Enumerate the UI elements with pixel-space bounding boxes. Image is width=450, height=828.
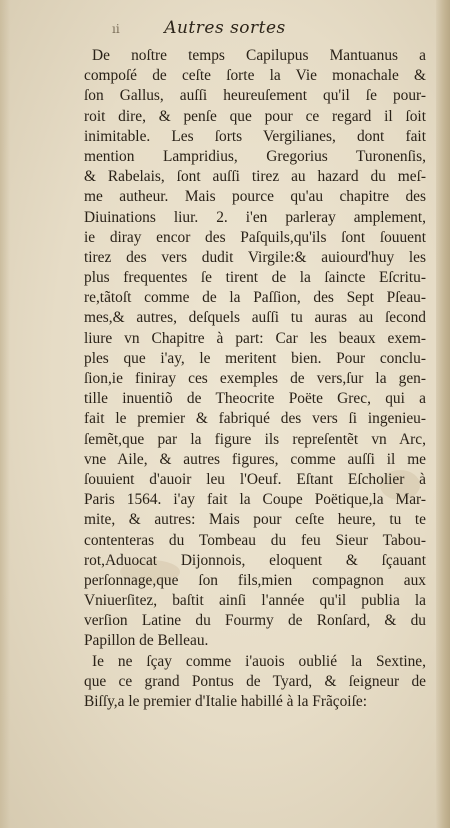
- text-line: mite, & autres: Mais pour ceſte heure, tu te: [84, 511, 426, 529]
- text-line: & Rabelais, ſont auſſi tirez au hazard du meſ-: [84, 168, 426, 186]
- text-line: verſion Latine du Fourmy de Ronſard, & du: [84, 612, 426, 630]
- text-line: me autheur. Mais pource qu'au chapitre des: [84, 188, 426, 206]
- text-line: Vniuerſitez, baſtit ainſi l'année qu'il publia la: [84, 592, 426, 610]
- text-line: perſonnage,que ſon fils,mien compagnon aux: [84, 571, 426, 589]
- text-line: liure vn Chapitre à part: Car les beaux exem-: [84, 329, 426, 347]
- text-line: Paris 1564. i'ay fait la Coupe Poëtique,la Mar-: [84, 491, 426, 509]
- text-line: roit dire, & penſe que pour ce regard il ſoit: [84, 107, 426, 125]
- text-line: re,tãtoſt comme de la Paſſion, des Sept Pſeau-: [84, 289, 426, 307]
- text-line: vne Aile, & autres figures, comme auſſi il me: [84, 450, 426, 468]
- text-line: mes,& autres, deſquels auſſi tu auras au ſecond: [84, 309, 426, 327]
- text-line: que ce grand Pontus de Tyard, & ſeigneur de: [84, 672, 426, 690]
- text-line: mention Lampridius, Gregorius Turonenſis,: [84, 147, 426, 165]
- text-line: fait le premier & fabriqué des vers ſi ingenieu-: [84, 410, 426, 428]
- text-line: inimitable. Les ſorts Vergilianes, dont fait: [84, 127, 426, 145]
- text-line: ſon Gallus, auſſi heureuſement qu'il ſe pour-: [84, 87, 426, 105]
- text-line: De noſtre temps Capilupus Mantuanus a: [92, 47, 426, 64]
- text-line: compoſé de ceſte ſorte la Vie monachale &: [84, 67, 426, 85]
- text-line: ples que i'ay, le meritent bien. Pour conclu-: [84, 349, 426, 367]
- text-line: Papillon de Belleau.: [84, 632, 209, 650]
- text-line: ſouuient d'auoir leu l'Oeuf. Eſtant Eſcholier à: [84, 470, 426, 488]
- text-line: contenteras du Tombeau du feu Sieur Tabou-: [84, 531, 426, 549]
- running-head: Autres sortes: [164, 18, 286, 38]
- page-gutter: [436, 0, 450, 828]
- text-line: ſion,ie finiray ces exemples de vers,ſur la gen-: [84, 370, 426, 387]
- body-text: [84, 46, 426, 712]
- text-line: Ie ne ſçay comme i'auois oublié la Sextine,: [92, 652, 426, 670]
- text-line: Diuinations liur. 2. i'en parleray amplement,: [84, 208, 426, 226]
- text-line: tirez des vers dudit Virgile:& auiourd'huy les: [84, 248, 426, 266]
- page-fold-shadow: [0, 0, 10, 828]
- text-line: ie diray encor des Paſquils,qu'ils ſont ſouuent: [84, 228, 426, 246]
- text-line: tille inuentiõ de Theocrite Poëte Grec, qui a: [84, 390, 426, 408]
- text-line: ſemẽt,que par la figure ils repreſentẽt vn Arc,: [84, 430, 426, 448]
- text-line: Biſſy,a le premier d'Italie habillé à la Frãçoiſe:: [84, 693, 367, 710]
- signature-mark: ıi: [112, 22, 120, 36]
- text-line: rot,Aduocat Dijonnois, eloquent & ſçauant: [84, 551, 426, 569]
- text-line: plus frequentes ſe tirent de la ſaincte Eſcritu-: [84, 269, 426, 287]
